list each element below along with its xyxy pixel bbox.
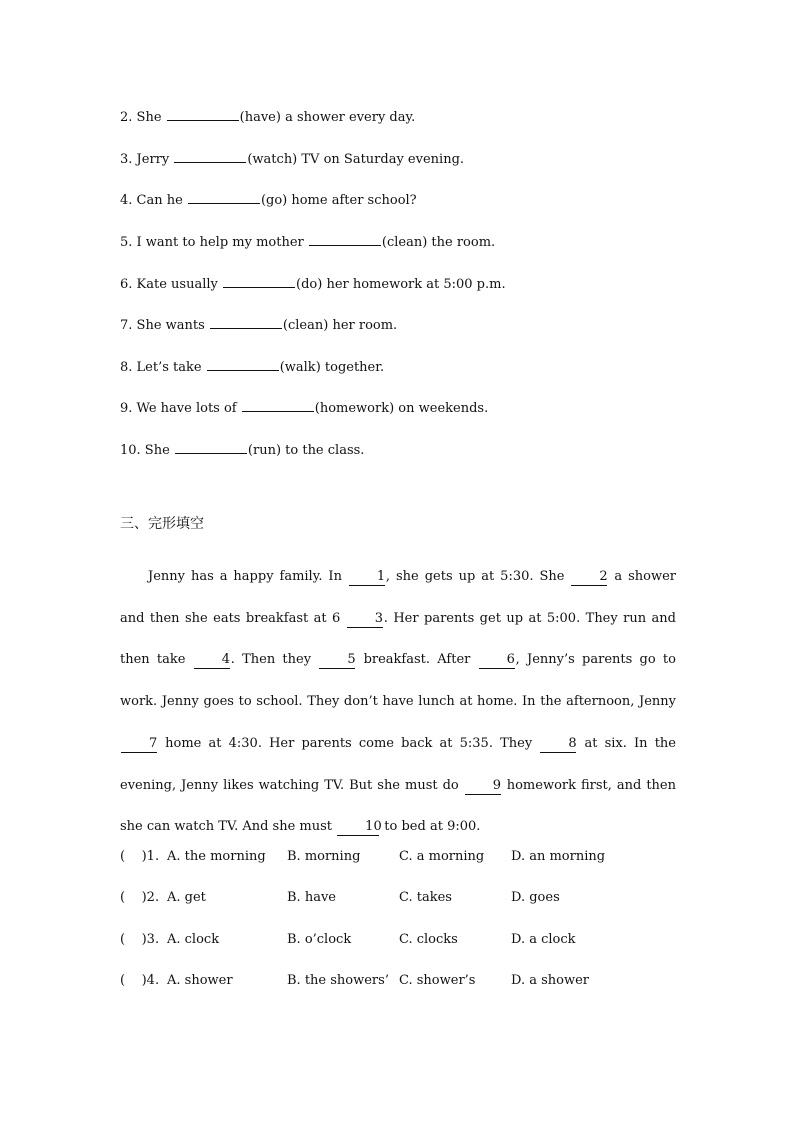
- choice-row-4: [120, 972, 590, 990]
- exercise-2: 2. She (have) a shower every day.: [120, 110, 416, 125]
- cloze-blank-4[interactable]: 4: [194, 652, 230, 669]
- exercise-10: 10. She (run) to the class.: [120, 443, 365, 458]
- cloze-passage: Jenny has a happy family. In 1, she gets up at 5:30. She 2 a shower and then she eats breakfast at 6 3. Her parents get up at 5:00. They run and then take 4. Then they 5 breakfast. After 6, Jenny’s parents go to work. Jenny goes to school. They don’t have lunch at home. In the afternoon, Jenny 7 home at 4:30. Her parents come back at 5:35. They 8 at six. In the evening, Jenny likes watching TV. But she must do 9 homework first, and then she can watch TV. And she must 10 to bed at 9:00.: [120, 569, 676, 835]
- answer-blank[interactable]: [167, 120, 239, 121]
- cloze-blank-10[interactable]: 10: [337, 819, 379, 836]
- exercise-8: 8. Let’s take (walk) together.: [120, 360, 385, 375]
- answer-blank[interactable]: [242, 411, 314, 412]
- option-b[interactable]: B. morning: [287, 849, 361, 864]
- answer-blank[interactable]: [175, 453, 247, 454]
- option-c[interactable]: C. clocks: [399, 932, 458, 947]
- option-b[interactable]: B. the showers’: [287, 973, 389, 988]
- cloze-blank-8[interactable]: 8: [540, 736, 576, 753]
- option-b[interactable]: B. have: [287, 890, 336, 905]
- option-d[interactable]: D. an morning: [511, 849, 606, 864]
- answer-blank[interactable]: [188, 203, 260, 204]
- section-heading: 三、完形填空: [120, 516, 204, 532]
- cloze-blank-5[interactable]: 5: [319, 652, 355, 669]
- choice-row-2: [120, 889, 560, 907]
- exercise-4: 4. Can he (go) home after school?: [120, 193, 417, 208]
- cloze-blank-1[interactable]: 1: [349, 569, 385, 586]
- option-d[interactable]: D. a shower: [511, 973, 590, 988]
- answer-bracket[interactable]: ( )1.: [120, 849, 160, 864]
- cloze-blank-9[interactable]: 9: [465, 778, 501, 795]
- answer-blank[interactable]: [207, 370, 279, 371]
- exercise-9: 9. We have lots of (homework) on weekends.: [120, 401, 489, 416]
- exercise-5: 5. I want to help my mother (clean) the room.: [120, 235, 496, 250]
- exercise-7: 7. She wants (clean) her room.: [120, 318, 398, 333]
- option-d[interactable]: D. a clock: [511, 932, 576, 947]
- option-a[interactable]: A. clock: [167, 932, 220, 947]
- option-a[interactable]: A. the morning: [167, 849, 266, 864]
- answer-blank[interactable]: [223, 287, 295, 288]
- option-c[interactable]: C. takes: [399, 890, 452, 905]
- choice-row-1: [120, 848, 606, 866]
- exercise-6: 6. Kate usually (do) her homework at 5:00 p.m.: [120, 277, 506, 292]
- option-b[interactable]: B. o’clock: [287, 932, 352, 947]
- cloze-blank-7[interactable]: 7: [121, 736, 157, 753]
- option-c[interactable]: C. a morning: [399, 849, 485, 864]
- answer-bracket[interactable]: ( )2.: [120, 890, 160, 905]
- cloze-blank-2[interactable]: 2: [571, 569, 607, 586]
- cloze-blank-3[interactable]: 3: [347, 611, 383, 628]
- answer-bracket[interactable]: ( )4.: [120, 973, 160, 988]
- option-a[interactable]: A. shower: [167, 973, 233, 988]
- cloze-blank-6[interactable]: 6: [479, 652, 515, 669]
- option-a[interactable]: A. get: [167, 890, 206, 905]
- option-d[interactable]: D. goes: [511, 890, 560, 905]
- answer-blank[interactable]: [210, 328, 282, 329]
- choice-row-3: [120, 931, 576, 949]
- option-c[interactable]: C. shower’s: [399, 973, 476, 988]
- answer-blank[interactable]: [309, 245, 381, 246]
- answer-blank[interactable]: [174, 162, 246, 163]
- answer-bracket[interactable]: ( )3.: [120, 932, 160, 947]
- exercise-3: 3. Jerry (watch) TV on Saturday evening.: [120, 152, 465, 167]
